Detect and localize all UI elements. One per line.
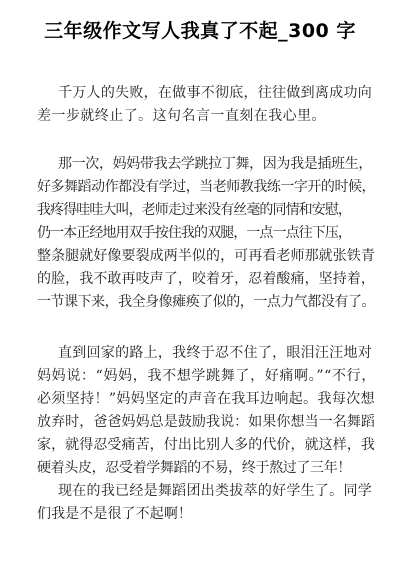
essay-line-text: 整条腿就好像要裂成两半似的，可再看老师那就张铁青 [37,248,375,264]
essay-line-text: 仍一本正经地用双手按住我的双腿，一点一点往下压， [37,225,351,241]
essay-line-text: 差一步就终止了。这句名言一直刻在我心里。 [37,108,326,124]
essay-line-text: 那一次，妈妈带我去学跳拉丁舞，因为我是插班生， [58,156,372,172]
essay-line-text: 的脸，我不敢再吱声了，咬着牙，忍着酸痛，坚持着， [37,271,375,287]
essay-line-text: 好多舞蹈动作都没有学过，当老师教我练一字开的时候， [37,179,375,195]
essay-line-text: 必须坚持！”妈妈坚定的声音在我耳边响起。我每次想 [37,391,375,407]
essay-line-text: 直到回家的路上，我终于忍不住了，眼泪汪汪地对 [58,345,372,361]
page-title: 三年级作文写人我真了不起_300 字 [44,20,356,42]
essay-line-text: 我疼得哇哇大叫，老师走过来没有丝毫的同情和安慰， [37,202,351,218]
essay-line-text: 妈妈说：“妈妈，我不想学跳舞了，好痛啊。”“不行， [37,368,376,384]
essay-line-text: 放弃时，爸爸妈妈总是鼓励我说：如果你想当一名舞蹈 [37,414,375,430]
essay-line-text: 们我是不是很了不起啊！ [37,506,192,522]
essay-line-text: 一节课下来，我全身像瘫痪了似的，一点力气都没有了。 [37,294,375,310]
essay-line-text: 千万人的失败，在做事不彻底，往往做到离成功向 [58,85,372,101]
essay-line-text: 现在的我已经是舞蹈团出类拔萃的好学生了。同学 [58,483,372,499]
essay-line-text: 家，就得忍受痛苦，付出比别人多的代价，就这样，我 [37,437,375,453]
essay-line-text: 硬着头皮，忍受着学舞蹈的不易，终于熬过了三年！ [37,460,351,476]
